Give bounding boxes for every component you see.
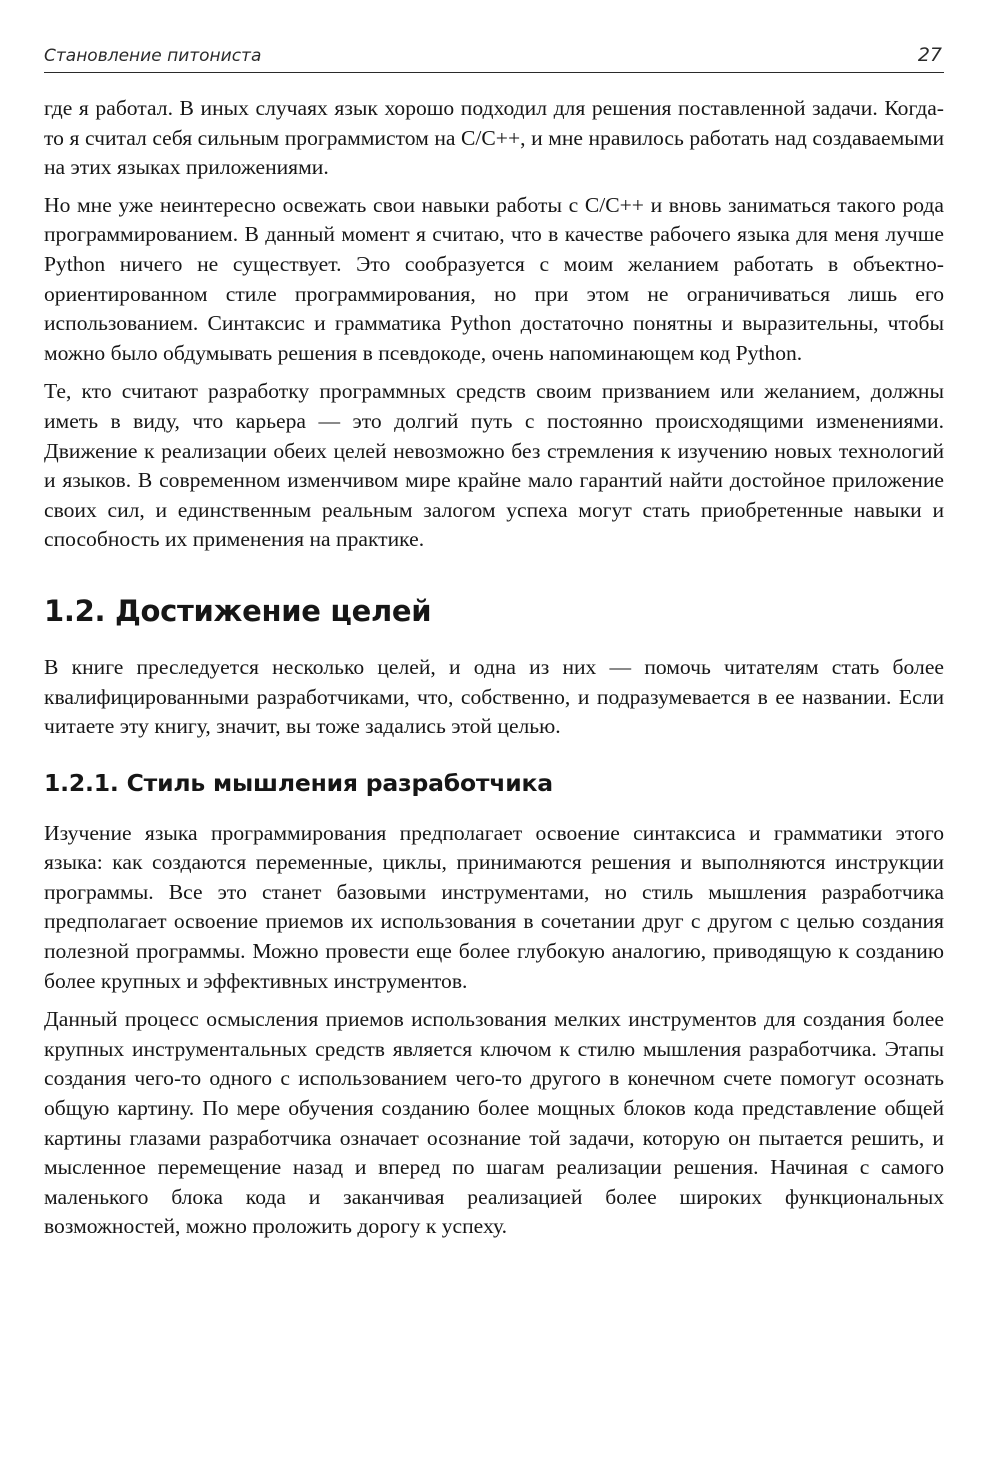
book-page xyxy=(44,44,944,1242)
paragraph: Данный процесс осмысления приемов использования мелких инструментов для создания более крупных инструментальных средств является ключом к стилю мышления разработчика. Этапы создания чего-то одного с использованием чего-то другого в конечном счете помогут осознать общую картину. По мере обучения созданию более мощных блоков кода представление общей картины глазами разработчика означает осознание той задачи, которую он пытается решить, и мысленное перемещение назад и вперед по шагам реализации решения. Начиная с самого маленького блока кода и заканчивая реализацией более широких функциональных возможностей, можно проложить дорогу к успеху. xyxy=(44,1007,944,1239)
paragraph: В книге преследуется несколько целей, и одна из них — помочь читателям стать более квалифицированными разработчиками, что, собственно, и подразумевается в ее названии. Если читаете эту книгу, значит, вы тоже задались этой целью. xyxy=(44,654,944,739)
running-title: Становление питониста xyxy=(44,46,262,66)
running-header xyxy=(44,44,944,73)
paragraph: где я работал. В иных случаях язык хорошо подходил для решения поставленной задачи. Когда-то я считал себя сильным программистом на C/C++, и мне нравилось работать над создаваемыми на этих языках приложениями. xyxy=(44,96,944,180)
section-heading: 1.2. Достижение целей xyxy=(44,593,432,628)
paragraph: Изучение языка программирования предполагает освоение синтаксиса и грамматики этого языка: как создаются переменные, циклы, принимаются решения и выполняются инструкции программы. Все это станет базовыми инструментами, но стиль мышления разработчика предполагает освоение приемов их использования в сочетании друг с другом с целью создания полезной программы. Можно провести еще более глубокую аналогию, приводящую к созданию более крупных и эффективных инструментов. xyxy=(44,820,944,993)
subsection-heading: 1.2.1. Стиль мышления разработчика xyxy=(44,768,553,797)
paragraph: Но мне уже неинтересно освежать свои навыки работы с C/C++ и вновь заниматься такого рода программированием. В данный момент я считаю, что в качестве рабочего языка для меня лучше Python ничего не существует. Это сообразуется с моим желанием работать в объектно-ориентированном стиле программирования, но при этом не ограничиваться лишь его использованием. Синтаксис и грамматика Python достаточно понятны и выразительны, чтобы можно было обдумывать решения в псевдокоде, очень напоминающем код Python. xyxy=(44,192,944,365)
page-number: 27 xyxy=(917,44,942,66)
paragraph: Те, кто считают разработку программных средств своим призванием или желанием, должны иметь в виду, что карьера — это долгий путь с постоянно происходящими изменениями. Движение к реализации обеих целей невозможно без стремления к изучению новых технологий и языков. В современном изменчивом мире крайне мало гарантий найти достойное приложение своих сил, и единственным реальным залогом успеха могут стать приобретенные навыки и способность их применения на практике. xyxy=(44,379,944,552)
